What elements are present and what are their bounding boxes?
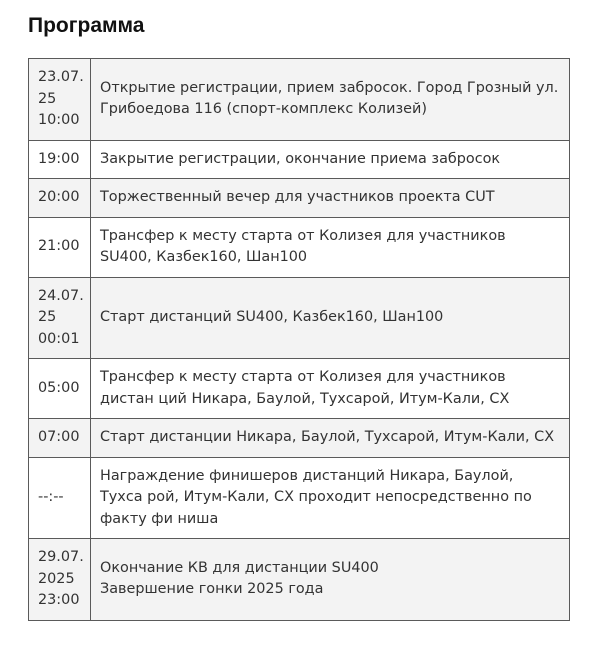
event-cell: Торжественный вечер для участников проекта CUT: [91, 179, 570, 218]
table-row: [29, 359, 570, 419]
event-cell: Трансфер к месту старта от Колизея для участников дистан ций Никара, Баулой, Тухсарой, Итум-Кали, CX: [91, 359, 570, 419]
page-title: Программа: [28, 14, 145, 37]
table-row: [29, 277, 570, 359]
time-cell: 21:00: [29, 217, 91, 277]
time-cell: --:--: [29, 457, 91, 539]
event-cell: Окончание КВ для дистанции SU400 Завершение гонки 2025 года: [91, 539, 570, 621]
time-cell: 20:00: [29, 179, 91, 218]
event-cell: Старт дистанции Никара, Баулой, Тухсарой, Итум-Кали, CX: [91, 419, 570, 458]
table-row: [29, 59, 570, 141]
event-cell: Открытие регистрации, прием забросок. Город Грозный ул. Грибоедова 116 (спорт-комплекс Колизей): [91, 59, 570, 141]
time-cell: 07:00: [29, 419, 91, 458]
event-cell: Трансфер к месту старта от Колизея для участников SU400, Казбек160, Шан100: [91, 217, 570, 277]
event-cell: Старт дистанций SU400, Казбек160, Шан100: [91, 277, 570, 359]
event-cell: Награждение финишеров дистанций Никара, Баулой, Тухса рой, Итум-Кали, CX проходит непосредственно по факту фи ниша: [91, 457, 570, 539]
table-row: [29, 179, 570, 218]
time-cell: 05:00: [29, 359, 91, 419]
time-cell: 19:00: [29, 140, 91, 179]
table-row: [29, 419, 570, 458]
time-cell: 24.07. 25 00:01: [29, 277, 91, 359]
time-cell: 29.07. 2025 23:00: [29, 539, 91, 621]
event-cell: Закрытие регистрации, окончание приема забросок: [91, 140, 570, 179]
time-cell: 23.07. 25 10:00: [29, 59, 91, 141]
table-row: [29, 140, 570, 179]
table-row: [29, 217, 570, 277]
table-row: [29, 539, 570, 621]
table-row: [29, 457, 570, 539]
program-table: [28, 58, 570, 621]
